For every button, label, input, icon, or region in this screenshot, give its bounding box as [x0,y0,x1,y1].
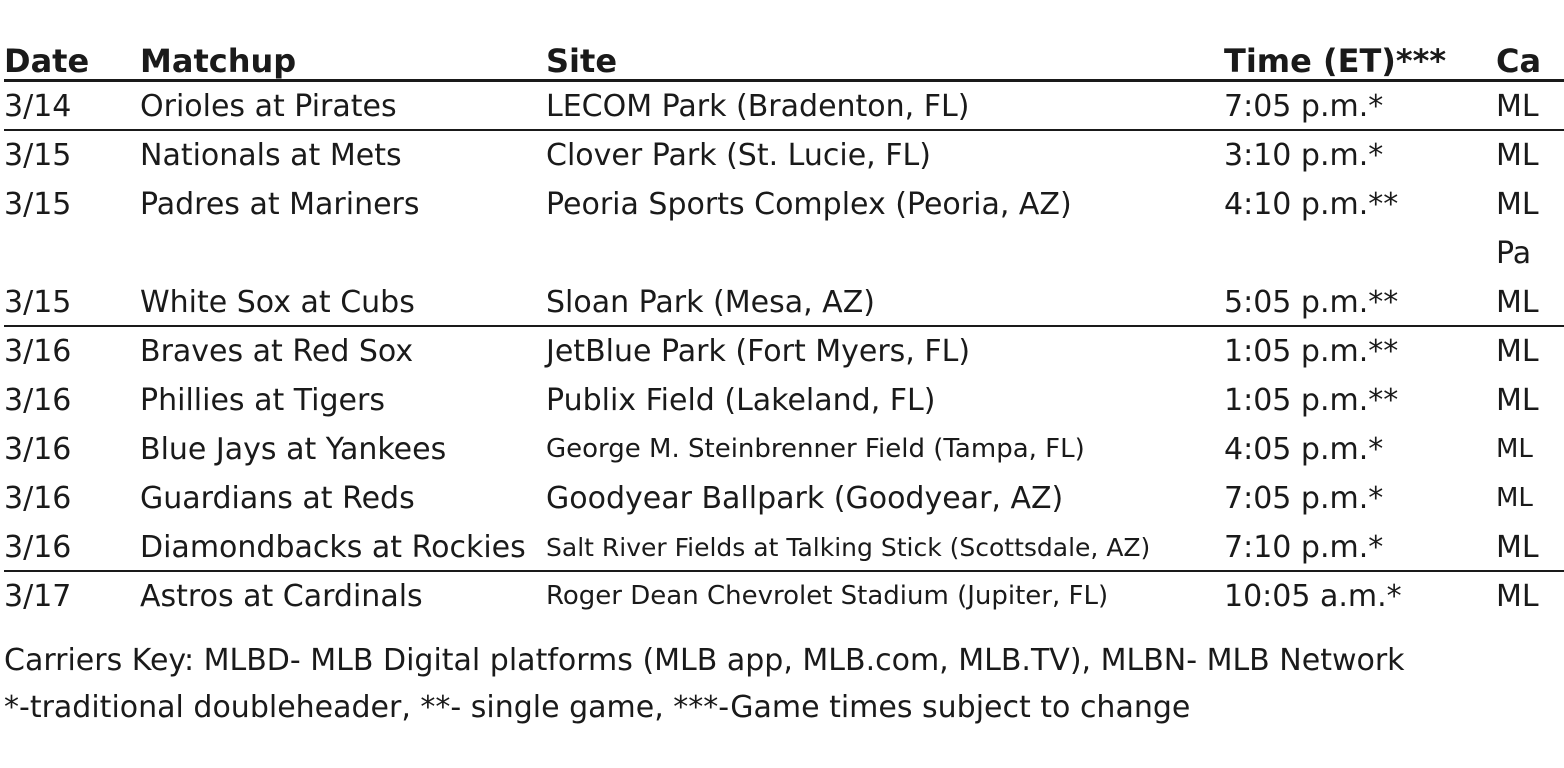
row-carrier: ML [1496,530,1539,565]
row-matchup: Guardians at Reds [140,481,415,516]
carriers-key-line: Carriers Key: MLBD- MLB Digital platforms (MLB app, MLB.com, MLB.TV), MLBN- MLB Network [4,643,1405,678]
row-site: Publix Field (Lakeland, FL) [546,383,936,418]
carriers-key [4,637,1405,731]
row-time: 10:05 a.m.* [1224,579,1402,614]
row-time: 4:05 p.m.* [1224,432,1384,467]
row-matchup: Padres at Mariners [140,187,420,222]
table-header [4,40,1564,82]
row-site: Peoria Sports Complex (Peoria, AZ) [546,187,1072,222]
row-carrier: ML [1496,483,1533,513]
header-time: Time (ET)*** [1224,42,1447,80]
row-date: 3/16 [4,432,72,467]
row-date: 3/16 [4,530,72,565]
row-time: 7:05 p.m.* [1224,481,1384,516]
table-row [4,376,1564,425]
table-row [4,131,1564,180]
table-row [4,523,1564,572]
row-site: Goodyear Ballpark (Goodyear, AZ) [546,481,1064,516]
table-row [4,425,1564,474]
row-site: George M. Steinbrenner Field (Tampa, FL) [546,434,1085,464]
row-matchup: Nationals at Mets [140,138,402,173]
row-carrier: ML [1496,434,1533,464]
row-carrier: ML [1496,285,1539,320]
row-date: 3/15 [4,138,72,173]
row-matchup: White Sox at Cubs [140,285,415,320]
row-date: 3/14 [4,89,72,124]
schedule-table [4,40,1564,621]
table-row [4,180,1564,278]
table-row [4,572,1564,621]
row-date: 3/16 [4,383,72,418]
row-time: 3:10 p.m.* [1224,138,1384,173]
header-matchup: Matchup [140,42,297,80]
row-site: JetBlue Park (Fort Myers, FL) [546,334,971,369]
row-site: LECOM Park (Bradenton, FL) [546,89,970,124]
row-time: 1:05 p.m.** [1224,383,1399,418]
row-time: 7:10 p.m.* [1224,530,1384,565]
row-carrier: ML [1496,89,1539,124]
row-date: 3/15 [4,187,72,222]
footnote-line: *-traditional doubleheader, **- single game, ***-Game times subject to change [4,690,1191,725]
row-date: 3/17 [4,579,72,614]
row-carrier: ML [1496,579,1539,614]
header-site: Site [546,42,618,80]
row-matchup: Diamondbacks at Rockies [140,530,526,565]
table-row [4,82,1564,131]
row-carrier: ML [1496,334,1539,369]
row-matchup: Orioles at Pirates [140,89,397,124]
row-carrier-continued: Pa [1496,236,1532,271]
row-time: 1:05 p.m.** [1224,334,1399,369]
row-date: 3/16 [4,481,72,516]
table-row [4,327,1564,376]
table-row [4,474,1564,523]
row-matchup: Astros at Cardinals [140,579,423,614]
row-carrier: ML [1496,383,1539,418]
row-carrier: ML [1496,138,1539,173]
row-site: Roger Dean Chevrolet Stadium (Jupiter, FL) [546,581,1109,611]
header-date: Date [4,42,90,80]
row-site: Salt River Fields at Talking Stick (Scottsdale, AZ) [546,533,1151,562]
row-date: 3/16 [4,334,72,369]
row-time: 7:05 p.m.* [1224,89,1384,124]
row-matchup: Braves at Red Sox [140,334,414,369]
row-matchup: Blue Jays at Yankees [140,432,447,467]
row-matchup: Phillies at Tigers [140,383,385,418]
row-time: 4:10 p.m.** [1224,187,1399,222]
row-carrier: ML [1496,187,1539,222]
row-site: Clover Park (St. Lucie, FL) [546,138,931,173]
table-row [4,278,1564,327]
header-carrier: Ca [1496,42,1542,80]
row-date: 3/15 [4,285,72,320]
row-time: 5:05 p.m.** [1224,285,1399,320]
row-site: Sloan Park (Mesa, AZ) [546,285,875,320]
